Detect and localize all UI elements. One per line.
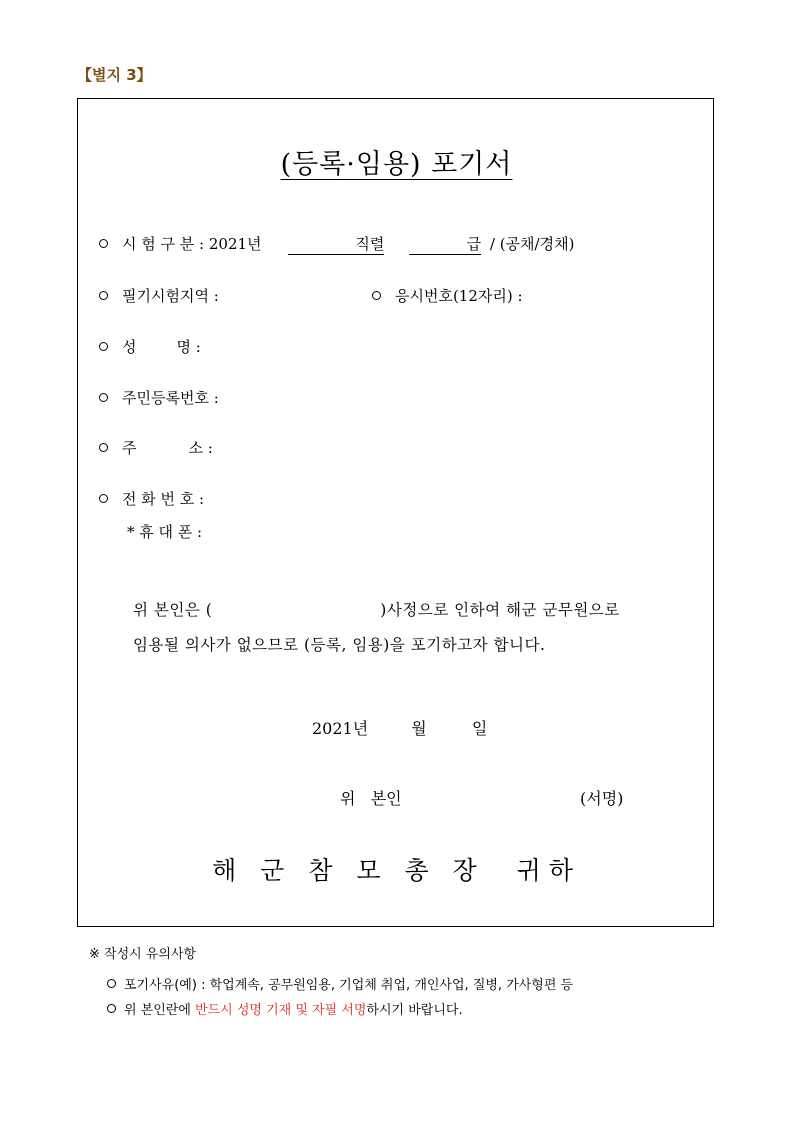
bullet-circle-icon — [99, 393, 108, 402]
series-suffix: 직렬 — [355, 235, 385, 253]
date-row — [312, 716, 487, 739]
exam-type-options: / (공채/경채) — [489, 235, 575, 253]
date-month: 월 — [411, 719, 427, 738]
phone-row — [99, 488, 204, 509]
declaration-line-1 — [133, 598, 620, 620]
mobile-row — [127, 521, 202, 542]
bullet-circle-icon — [99, 443, 108, 452]
rrn-label: 주민등록번호 : — [122, 389, 219, 407]
note-item-1-text: 포기사유(예) : 학업계속, 공무원임용, 기업체 취업, 개인사업, 질병, 가사형편 등 — [124, 978, 574, 993]
name-row — [99, 336, 201, 357]
signer-label: 위 본인 — [340, 789, 402, 808]
grade-suffix: 급 — [466, 235, 482, 253]
recipient-line — [0, 851, 793, 887]
region-row — [99, 285, 219, 306]
bullet-circle-icon — [99, 342, 108, 351]
address-label-first: 주 — [122, 439, 137, 457]
signature-field[interactable]: (서명) — [580, 789, 624, 808]
exam-number-label: 응시번호(12자리) : — [395, 287, 523, 305]
date-day: 일 — [471, 719, 488, 738]
name-label-last: 명 : — [176, 338, 201, 356]
declaration-reason-tail: )사정으로 인하여 해군 군무원으로 — [380, 601, 620, 619]
notes-heading: ※ 작성시 유의사항 — [89, 947, 197, 962]
grade-field[interactable] — [409, 233, 481, 255]
date-year: 2021년 — [312, 719, 369, 738]
note-item-2-start: 위 본인란에 — [124, 1003, 196, 1018]
note-item-1 — [107, 974, 573, 993]
note-item-2-emphasis: 반드시 성명 기재 및 자필 서명 — [195, 1003, 367, 1018]
exam-category-row — [99, 233, 574, 255]
rrn-row — [99, 387, 219, 408]
name-label-first: 성 — [122, 338, 137, 356]
region-label: 필기시험지역 : — [122, 287, 219, 305]
address-label-last: 소 : — [188, 439, 213, 457]
series-field[interactable] — [288, 233, 384, 255]
mobile-label: * 휴 대 폰 : — [127, 523, 203, 541]
exam-category-label: 시 험 구 분 : 2021년 — [122, 235, 262, 253]
bullet-circle-icon — [372, 291, 381, 300]
phone-label: 전 화 번 호 : — [122, 490, 205, 508]
declaration-line-2: 임용될 의사가 없으므로 (등록, 임용)을 포기하고자 합니다. — [133, 636, 546, 654]
note-item-2 — [107, 999, 463, 1018]
bullet-circle-icon — [107, 1004, 116, 1013]
bullet-circle-icon — [99, 239, 108, 248]
declaration-start: 위 본인은 ( — [133, 601, 213, 619]
note-item-2-end: 하시기 바랍니다. — [366, 1003, 463, 1018]
address-row — [99, 437, 213, 458]
attachment-tag: 【별지 3】 — [77, 66, 152, 84]
form-title-text: (등록·임용) 포기서 — [280, 149, 513, 180]
bullet-circle-icon — [99, 494, 108, 503]
form-title — [0, 142, 793, 181]
recipient-text: 해 군 참 모 총 장 귀하 — [212, 856, 581, 885]
bullet-circle-icon — [99, 291, 108, 300]
exam-number-row — [372, 285, 523, 306]
bullet-circle-icon — [107, 979, 116, 988]
